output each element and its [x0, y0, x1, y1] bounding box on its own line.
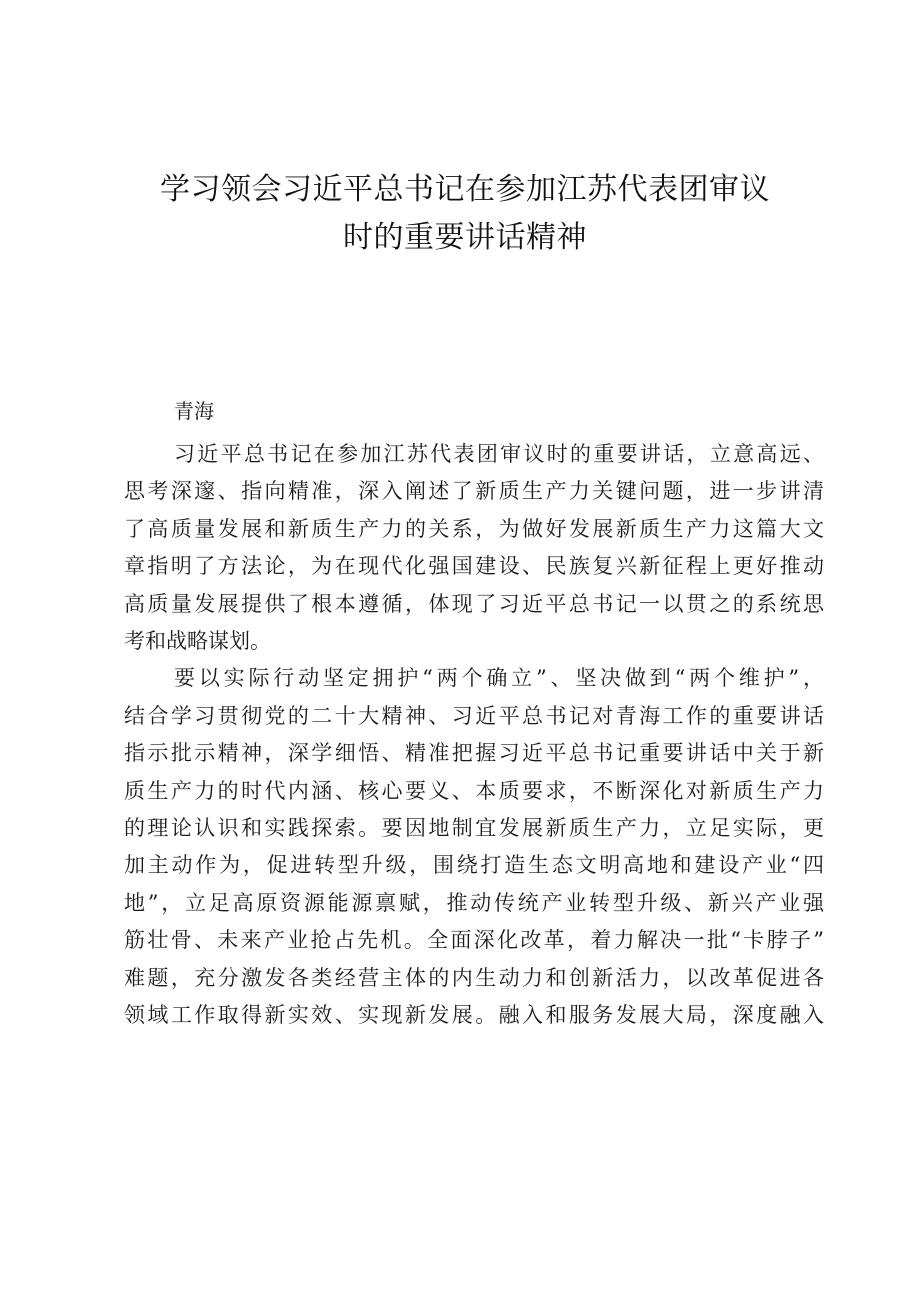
paragraph-line: 地”，立足高原资源能源禀赋，推动传统产业转型升级、新兴产业强 [124, 890, 824, 915]
document-title [120, 166, 810, 262]
paragraph-line: 习近平总书记在参加江苏代表团审议时的重要讲话，立意高远、 [174, 442, 824, 466]
document-body [124, 436, 824, 1035]
paragraph-line: 筋壮骨、未来产业抢占先机。全面深化改革，着力解决一批“卡脖子” [124, 928, 824, 953]
paragraph-line: 结合学习贯彻党的二十大精神、习近平总书记对青海工作的重要讲话 [124, 703, 824, 728]
paragraph-line: 领域工作取得新实效、实现新发展。融入和服务发展大局，深度融入 [124, 1003, 824, 1028]
paragraph-line: 了高质量发展和新质生产力的关系，为做好发展新质生产力这篇大文 [124, 516, 824, 541]
paragraph-line: 考和战略谋划。 [124, 629, 271, 654]
paragraph-line: 加主动作为，促进转型升级，围绕打造生态文明高地和建设产业“四 [124, 853, 824, 878]
paragraph-line: 难题，充分激发各类经营主体的内生动力和创新活力，以改革促进各 [124, 965, 824, 990]
title-line-1: 学习领会习近平总书记在参加江苏代表团审议 [160, 172, 770, 207]
paragraph-2 [124, 660, 824, 1034]
paragraph-line: 思考深邃、指向精准，深入阐述了新质生产力关键问题，进一步讲清 [124, 479, 824, 504]
paragraph-line: 章指明了方法论，为在现代化强国建设、民族复兴新征程上更好推动 [124, 554, 824, 579]
author-name: 青海 [174, 399, 214, 423]
paragraph-line: 指示批示精神，深学细悟、精准把握习近平总书记重要讲话中关于新 [124, 741, 824, 766]
paragraph-line: 高质量发展提供了根本遵循，体现了习近平总书记一以贯之的系统思 [124, 591, 824, 616]
paragraph-line: 要以实际行动坚定拥护“两个确立”、坚决做到“两个维护”， [174, 666, 824, 691]
title-line-2: 时的重要讲话精神 [343, 220, 587, 255]
paragraph-line: 的理论认识和实践探索。要因地制宜发展新质生产力，立足实际，更 [124, 816, 824, 841]
paragraph-line: 质生产力的时代内涵、核心要义、本质要求，不断深化对新质生产力 [124, 778, 824, 803]
paragraph-1 [124, 436, 824, 660]
